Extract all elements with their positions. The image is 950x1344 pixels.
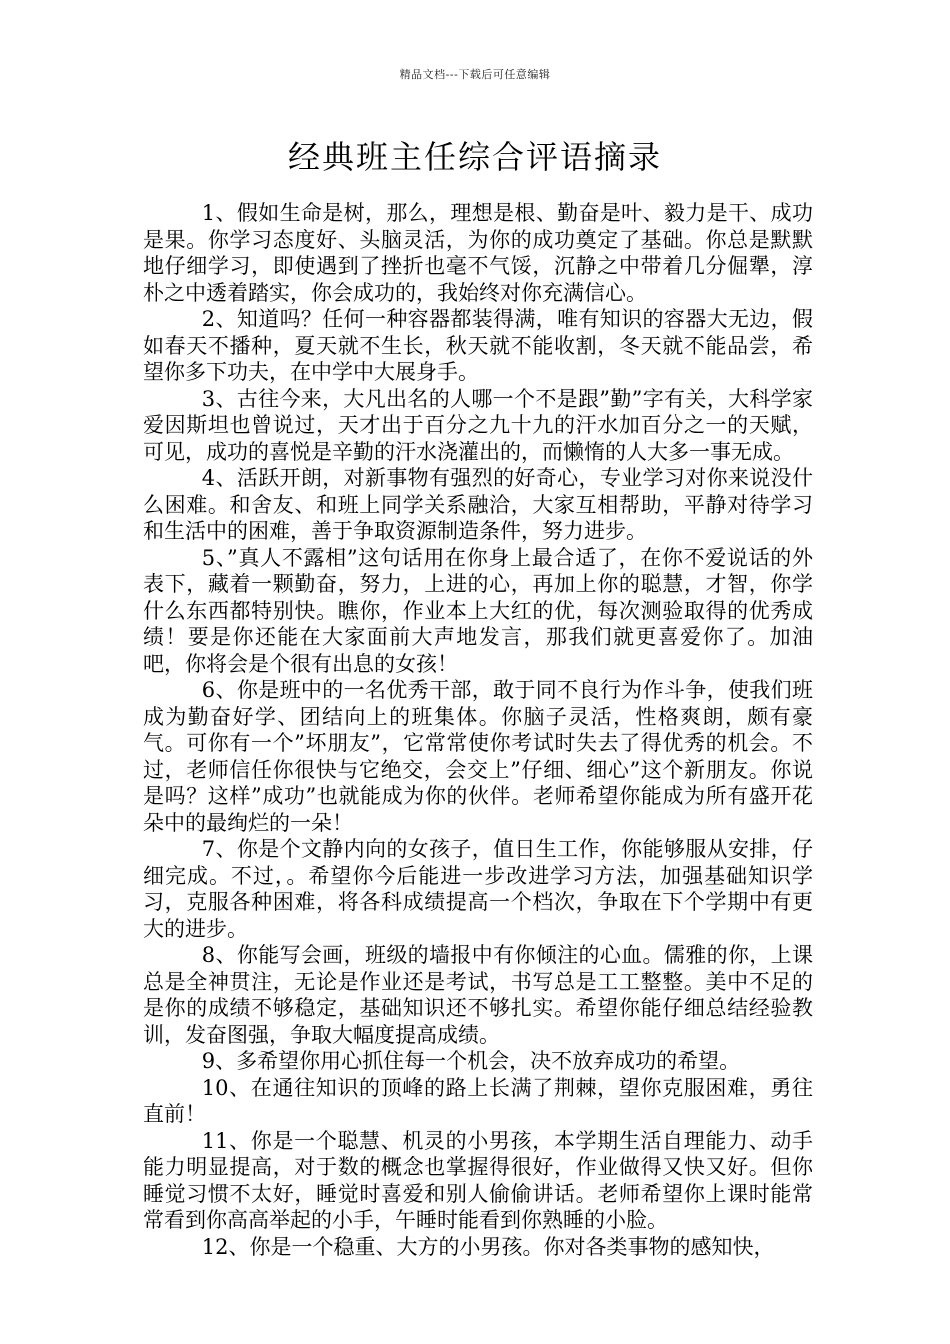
paragraph-8: 8、你能写会画，班级的墙报中有你倾注的心血。儒雅的你，上课总是全神贯注，无论是作业还是考试，书写总是工工整整。美中不足的是你的成绩不够稳定，基础知识还不够扎实。希望你能仔细总结经验教训，发奋图强，争取大幅度提高成绩。	[143, 943, 813, 1047]
paragraph-7: 7、你是个文静内向的女孩子，值日生工作，你能够服从安排，仔细完成。不过，。希望你今后能进一步改进学习方法，加强基础知识学习，克服各种困难，将各科成绩提高一个档次，争取在下个学期中有更大的进步。	[143, 837, 813, 941]
paragraph-11: 11、你是一个聪慧、机灵的小男孩，本学期生活自理能力、动手能力明显提高，对于数的概念也掌握得很好，作业做得又快又好。但你睡觉习惯不太好，睡觉时喜爱和别人偷偷讲话。老师希望你上课时能常常看到你高高举起的小手，午睡时能看到你熟睡的小脸。	[143, 1128, 813, 1232]
paragraph-3: 3、古往今来，大凡出名的人哪一个不是跟”勤”字有关，大科学家爱因斯坦也曾说过，天才出于百分之九十九的汗水加百分之一的天赋，可见，成功的喜悦是辛勤的汗水浇灌出的，而懒惰的人大多一事无成。	[143, 386, 813, 464]
paragraph-4: 4、活跃开朗，对新事物有强烈的好奇心，专业学习对你来说没什么困难。和舍友、和班上同学关系融洽，大家互相帮助，平静对待学习和生活中的困难，善于争取资源制造条件，努力进步。	[143, 466, 813, 543]
document-title: 经典班主任综合评语摘录	[287, 138, 662, 176]
paragraph-12: 12、你是一个稳重、大方的小男孩。你对各类事物的感知快，	[201, 1234, 775, 1259]
document-body	[143, 200, 813, 1260]
paragraph-1: 1、假如生命是树，那么，理想是根、勤奋是叶、毅力是干、成功是果。你学习态度好、头脑灵活，为你的成功奠定了基础。你总是默默地仔细学习，即使遇到了挫折也毫不气馁，沉静之中带着几分倔犟，淳朴之中透着踏实，你会成功的，我始终对你充满信心。	[143, 201, 813, 305]
header-note: 精品文档---下载后可任意编辑	[399, 68, 551, 81]
paragraph-5: 5、”真人不露相”这句话用在你身上最合适了，在你不爱说话的外表下，藏着一颗勤奋，努力，上进的心，再加上你的聪慧，才智，你学什么东西都特别快。瞧你，作业本上大红的优，每次测验取得的优秀成绩！要是你还能在大家面前大声地发言，那我们就更喜爱你了。加油吧，你将会是个很有出息的女孩！	[143, 545, 813, 676]
paragraph-6: 6、你是班中的一名优秀干部，敢于同不良行为作斗争，使我们班成为勤奋好学、团结向上的班集体。你脑子灵活，性格爽朗，颇有豪气。可你有一个”坏朋友”，它常常使你考试时失去了得优秀的机会。不过，老师信任你很快与它绝交，会交上”仔细、细心”这个新朋友。你说是吗？这样”成功”也就能成为你的伙伴。老师希望你能成为所有盛开花朵中的最绚烂的一朵！	[143, 678, 813, 835]
paragraph-9: 9、多希望你用心抓住每一个机会，决不放弃成功的希望。	[201, 1049, 741, 1073]
paragraph-2: 2、知道吗？任何一种容器都装得满，唯有知识的容器大无边，假如春天不播种，夏天就不生长，秋天就不能收割，冬天就不能品尝，希望你多下功夫，在中学中大展身手。	[143, 307, 813, 384]
paragraph-10: 10、在通往知识的顶峰的路上长满了荆棘，望你克服困难，勇往直前！	[143, 1075, 813, 1126]
